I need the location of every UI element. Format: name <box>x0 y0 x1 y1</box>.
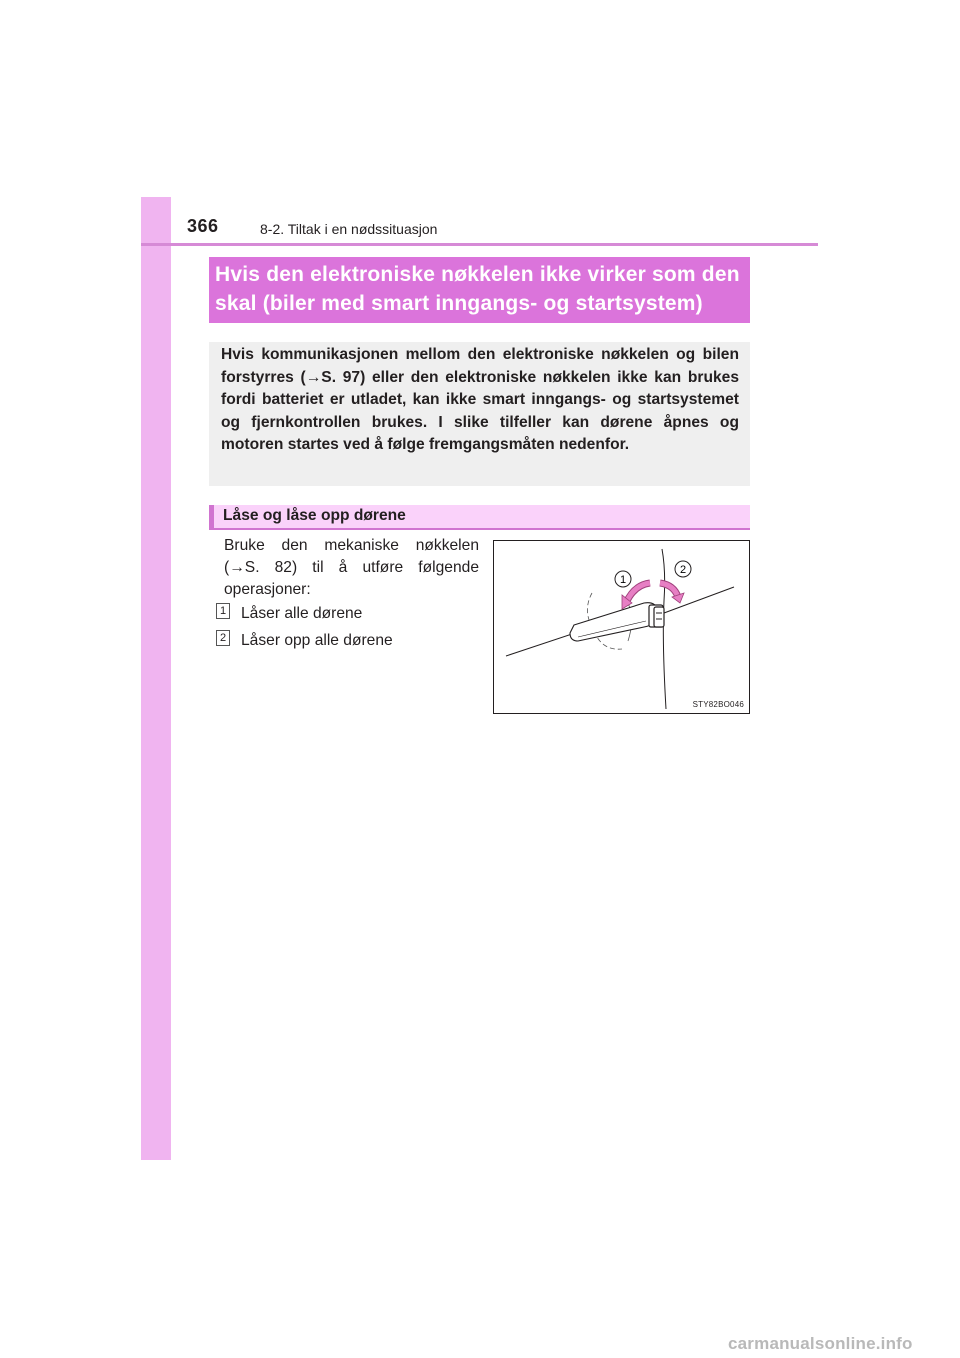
callout-2-label: 2 <box>679 564 687 576</box>
intro-text: Hvis kommunikasjonen mellom den elektroniske nøkkelen og bilen forstyrres (→S. 97) eller den elektroniske nøkkelen ikke kan brukes fordi batteriet er utladet, kan ikke smart inngangs- og startsystemet og fjernkontrollen brukes. I slike tilfeller kan dørene åpnes og motoren startes ved å følge fremgangsmåten nedenfor. <box>221 346 739 454</box>
door-handle-drawing <box>494 541 749 713</box>
title-line-2: skal (biler med smart inngangs- og startsystem) <box>215 292 703 315</box>
header-rule <box>141 243 818 246</box>
title-line-1: Hvis den elektroniske nøkkelen ikke virker som den <box>215 263 740 286</box>
door-edge-line <box>662 549 666 709</box>
step-1 <box>216 605 362 623</box>
door-line-left <box>506 634 572 656</box>
lock-arrow <box>626 583 650 603</box>
step-1-text: Låser alle dørene <box>241 605 363 622</box>
step-1-badge: 1 <box>216 603 230 619</box>
step-2 <box>216 632 393 650</box>
page-number: 366 <box>187 216 219 236</box>
callout-1-label: 1 <box>619 574 627 586</box>
door-handle-illustration <box>493 540 750 714</box>
subsection-heading <box>209 505 750 530</box>
section-label: 8-2. Tiltak i en nødssituasjon <box>260 221 438 237</box>
door-handle <box>570 603 658 641</box>
subsection-heading-text: Låse og låse opp dørene <box>223 507 406 524</box>
step-2-badge: 2 <box>216 630 230 646</box>
side-color-strip <box>141 197 171 1160</box>
body-text: Bruke den mekaniske nøkkelen (→S. 82) til å utføre følgende operasjoner: <box>224 537 479 598</box>
mechanical-key-icon <box>654 607 664 627</box>
step-2-text: Låser opp alle dørene <box>241 632 393 649</box>
intro-box <box>209 342 750 486</box>
watermark: carmanualsonline.info <box>728 1334 913 1353</box>
figure-code: STY82BO046 <box>692 700 744 709</box>
section-title-band <box>209 257 750 323</box>
